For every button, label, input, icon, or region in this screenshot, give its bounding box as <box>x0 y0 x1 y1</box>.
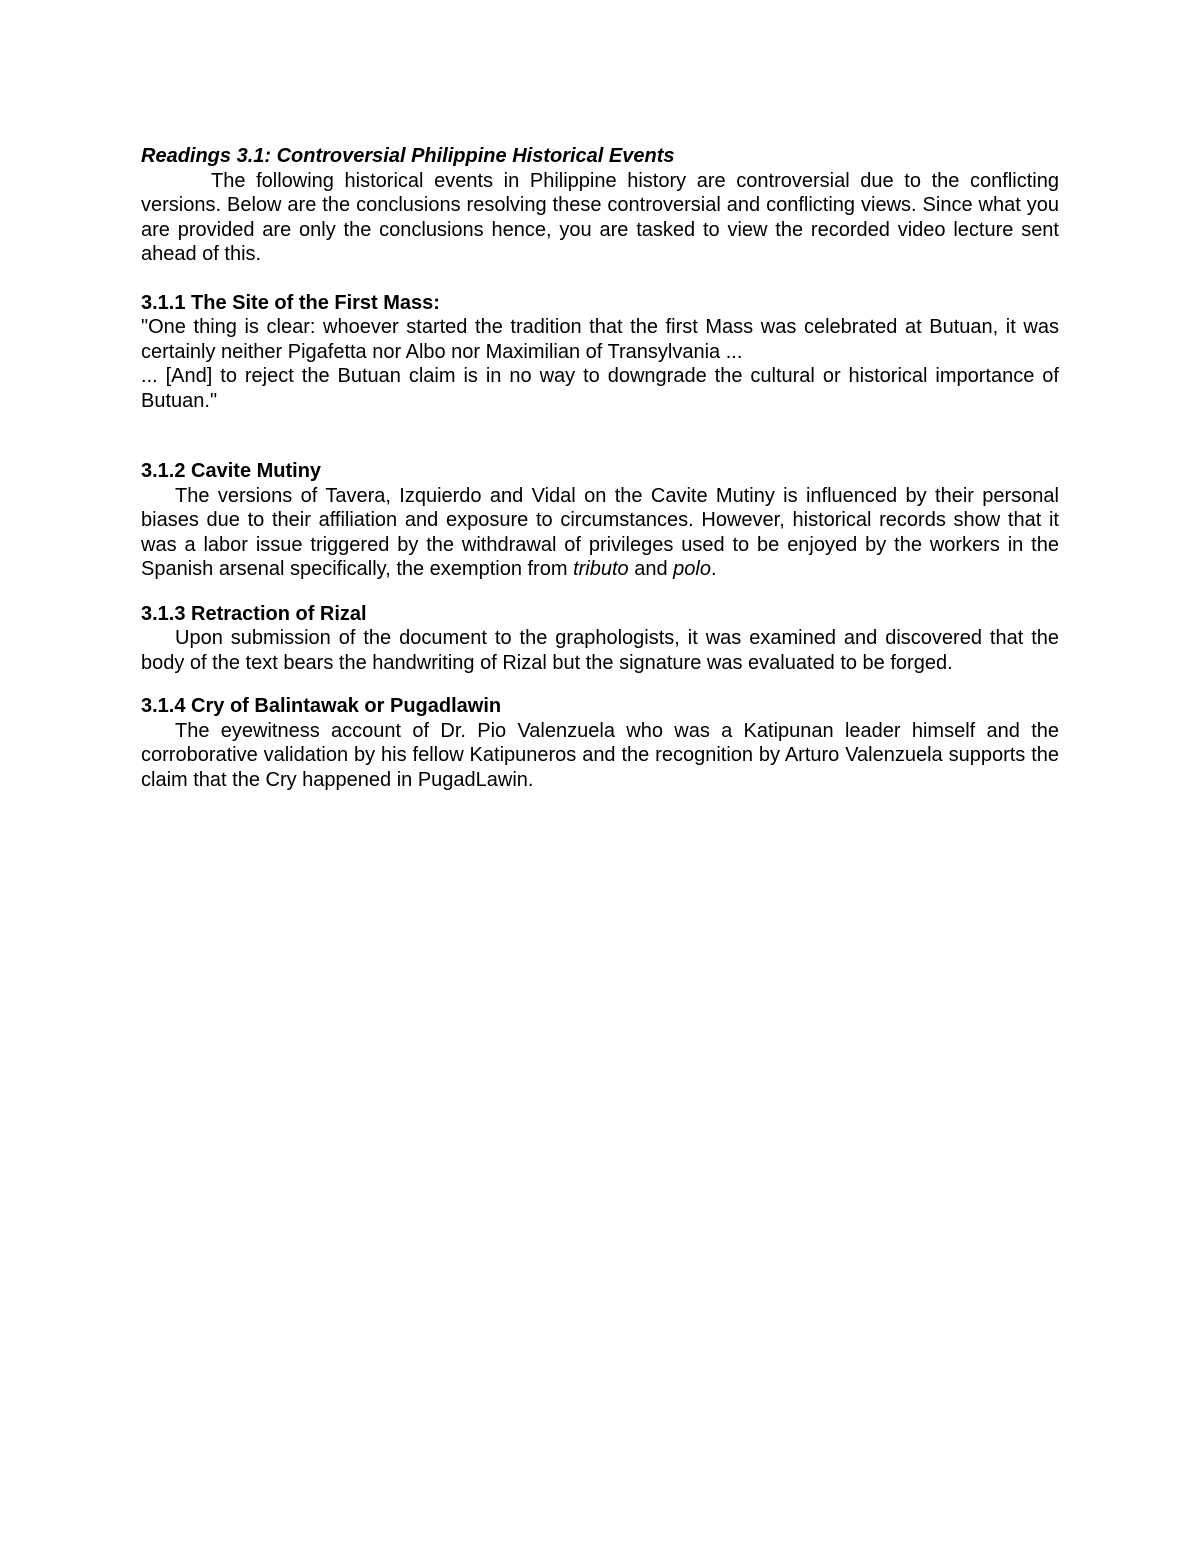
section-heading-cry-of-balintawak: 3.1.4 Cry of Balintawak or Pugadlawin <box>141 695 502 717</box>
cry-of-balintawak-paragraph: The eyewitness account of Dr. Pio Valenzuela who was a Katipunan leader himself and the corroborative validation by his fellow Katipuneros and the recognition by Arturo Valenzuela supports the claim that the Cry happened in PugadLawin. <box>141 719 1059 791</box>
section-retraction-rizal <box>141 602 1059 676</box>
document-page <box>141 144 1059 792</box>
cavite-text-before: The versions of Tavera, Izquierdo and Vidal on the Cavite Mutiny is influenced by their personal biases due to their affiliation and exposure to circumstances. However, historical records show that it was a labor issue triggered by the withdrawal of privileges used to be enjoyed by the workers in the Spanish arsenal specifically, the exemption from <box>141 484 1059 580</box>
cavite-text-middle: and <box>628 558 674 580</box>
intro-paragraph: The following historical events in Philippine history are controversial due to the conflicting versions. Below are the conclusions resolving these controversial and conflicting views. Since what you are provided are only the conclusions hence, you are tasked to view the recorded video lecture sent ahead of this. <box>141 169 1059 265</box>
first-mass-quote-part-1: "One thing is clear: whoever started the tradition that the first Mass was celebrated at Butuan, it was certainly neither Pigafetta nor Albo nor Maximilian of Transylvania ... <box>141 316 1059 363</box>
section-cavite-mutiny <box>141 459 1059 582</box>
section-heading-first-mass: 3.1.1 The Site of the First Mass: <box>141 291 440 314</box>
cavite-mutiny-paragraph <box>141 484 1059 582</box>
section-heading-cavite-mutiny: 3.1.2 Cavite Mutiny <box>141 460 322 482</box>
retraction-rizal-paragraph: Upon submission of the document to the graphologists, it was examined and discovered that the body of the text bears the handwriting of Rizal but the signature was evaluated to be forged. <box>141 627 1059 674</box>
section-first-mass <box>141 291 1059 414</box>
cavite-text-after: . <box>710 558 717 580</box>
term-polo: polo <box>673 558 711 580</box>
section-heading-retraction-rizal: 3.1.3 Retraction of Rizal <box>141 602 367 625</box>
section-cry-of-balintawak <box>141 694 1059 792</box>
first-mass-quote-part-2: ... [And] to reject the Butuan claim is in no way to downgrade the cultural or historical importance of Butuan." <box>141 365 1059 412</box>
document-title: Readings 3.1: Controversial Philippine Historical Events <box>141 145 675 167</box>
term-tributo: tributo <box>573 558 629 580</box>
